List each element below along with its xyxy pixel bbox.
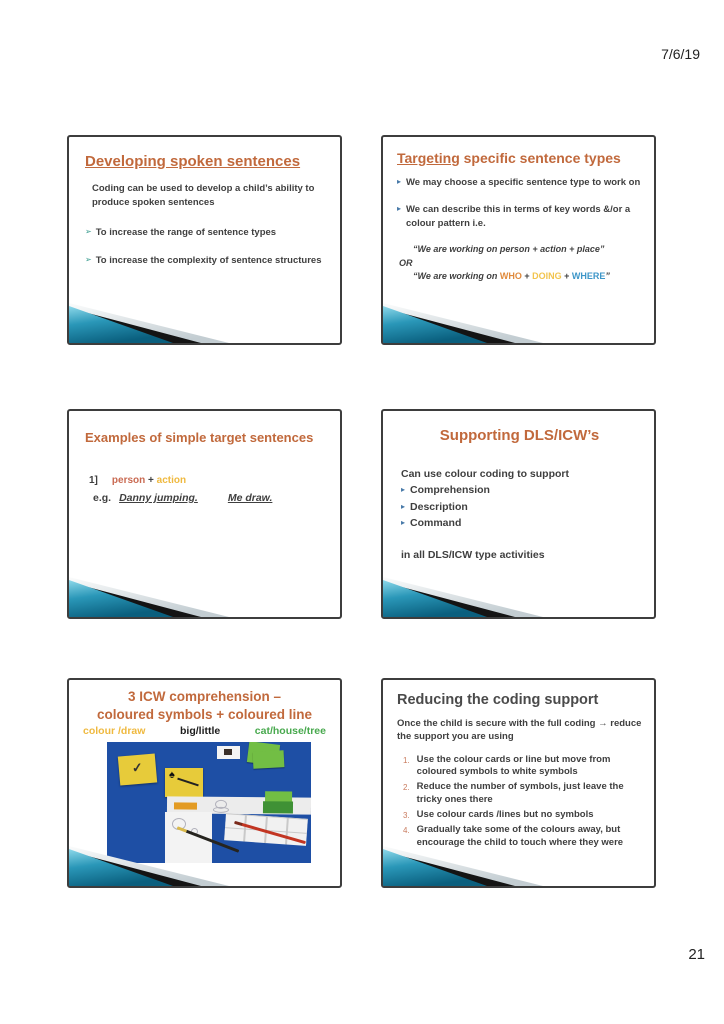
slide-supporting-dls-icw <box>381 409 656 619</box>
bullet-text: Comprehension <box>410 484 490 497</box>
bullet-text: Description <box>410 500 468 513</box>
list-number: 3. <box>403 810 410 820</box>
pencil-line <box>177 778 199 787</box>
list-item <box>397 754 651 780</box>
slide-developing-spoken-sentences <box>67 135 342 345</box>
bullet-item <box>397 176 647 190</box>
bullet-item <box>85 254 337 268</box>
corner-decoration <box>383 299 543 343</box>
arrow-bullet-icon: ➢ <box>85 255 92 265</box>
slide-example-target-sentences <box>67 409 342 619</box>
corner-decoration <box>69 573 229 617</box>
yellow-card-checkmark: ✓ <box>118 754 157 786</box>
example-line <box>85 492 328 504</box>
quote-colour-pattern <box>397 270 644 284</box>
eg-label: e.g. <box>93 492 112 504</box>
title-underlined-word: Targeting <box>397 150 460 166</box>
triangle-bullet-icon: ▸ <box>401 517 406 527</box>
keyword-action: action <box>156 475 187 486</box>
slide-icw-comprehension-photo <box>67 678 342 888</box>
bullet-item <box>401 499 640 515</box>
label-cat-house-tree: cat/house/tree <box>254 725 326 738</box>
triangle-bullet-icon: ▸ <box>397 177 402 186</box>
bullet-text: We can describe this in terms of key words &/or a colour pattern i.e. <box>406 203 631 229</box>
label-colour-draw: colour /draw <box>83 725 146 738</box>
plus-sign: + <box>521 271 533 282</box>
or-label: OR <box>399 257 413 268</box>
title-rest: specific sentence types <box>459 150 621 166</box>
orange-colour-card <box>174 803 197 810</box>
bullet-item <box>401 482 640 498</box>
yellow-card-spade: ♠ <box>165 768 203 797</box>
list-number: 1. <box>403 755 410 765</box>
list-text: Gradually take some of the colours away, but encourage the child to touch where they were <box>416 824 624 849</box>
body-line: in all DLS/ICW type activities <box>401 549 545 562</box>
bullet-item <box>85 226 337 240</box>
title-line-1: 3 ICW comprehension – <box>127 689 282 704</box>
green-card <box>263 801 293 813</box>
list-text: Reduce the number of symbols, just leave the tricky ones there <box>416 781 624 806</box>
bullet-item <box>397 203 647 231</box>
keyword-who: WHO <box>499 271 522 282</box>
bullet-text: To increase the range of sentence types <box>95 226 277 238</box>
keyword-person: person <box>111 475 146 486</box>
title-line-2: coloured symbols + coloured line <box>97 706 312 722</box>
small-white-symbol-card <box>217 746 240 759</box>
list-number: 2. <box>403 783 410 793</box>
quote-prefix: “We are working on <box>413 271 500 282</box>
label-big-little: big/little <box>179 725 221 738</box>
list-text: Use the colour cards or line but move from coloured symbols to white symbols <box>416 753 611 778</box>
list-text: Use colour cards /lines but no symbols <box>416 808 594 820</box>
symbol-doodle <box>213 807 229 813</box>
body-line: Can use colour coding to support <box>401 468 569 480</box>
slide-title: Supporting DLS/ICW’s <box>439 427 600 444</box>
corner-decoration <box>69 299 229 343</box>
example-sentence: Danny jumping. <box>119 492 198 504</box>
slide-title: Examples of simple target sentences <box>85 430 314 445</box>
plus-sign: + <box>561 271 572 282</box>
quote-close: ” <box>605 271 610 282</box>
target-pattern-line <box>85 475 328 486</box>
slide-intro: Coding can be used to develop a child’s ability to produce spoken sentences <box>92 183 315 209</box>
bullet-item <box>401 515 640 531</box>
slide-title <box>77 688 332 723</box>
colour-word-labels <box>77 723 332 737</box>
slide-intro: Once the child is secure with the full coding → reduce the support you are using <box>397 718 642 743</box>
triangle-bullet-icon: ▸ <box>401 501 406 511</box>
triangle-bullet-icon: ▸ <box>397 203 402 213</box>
keyword-where: WHERE <box>571 271 606 282</box>
triangle-bullet-icon: ▸ <box>401 485 406 495</box>
slide-title: Reducing the coding support <box>397 692 599 708</box>
keyword-doing: DOING <box>532 271 562 282</box>
numbered-list <box>397 754 644 850</box>
corner-decoration <box>383 842 543 886</box>
example-sentence: Me draw. <box>227 492 273 504</box>
list-item <box>397 781 651 807</box>
slide-reducing-coding-support <box>381 678 656 888</box>
arrow-bullet-icon: ➢ <box>85 226 92 236</box>
plus-sign: + <box>145 475 157 486</box>
slide-targeting-sentence-types <box>381 135 656 345</box>
bullet-text: We may choose a specific sentence type to work on <box>406 177 641 188</box>
corner-decoration <box>69 842 229 886</box>
page-number: 21 <box>688 946 705 963</box>
bullet-text: To increase the complexity of sentence structures <box>95 255 322 267</box>
bullet-text: Command <box>410 516 462 529</box>
green-card <box>253 750 285 769</box>
list-number: 4. <box>403 826 410 836</box>
list-item <box>397 809 651 823</box>
slide-title <box>397 150 644 166</box>
header-date: 7/6/19 <box>661 46 700 62</box>
quote-key-words: “We are working on person + action + place” <box>413 244 605 255</box>
corner-decoration <box>383 573 543 617</box>
item-number: 1] <box>89 475 98 486</box>
slide-title: Developing spoken sentences <box>85 153 301 170</box>
